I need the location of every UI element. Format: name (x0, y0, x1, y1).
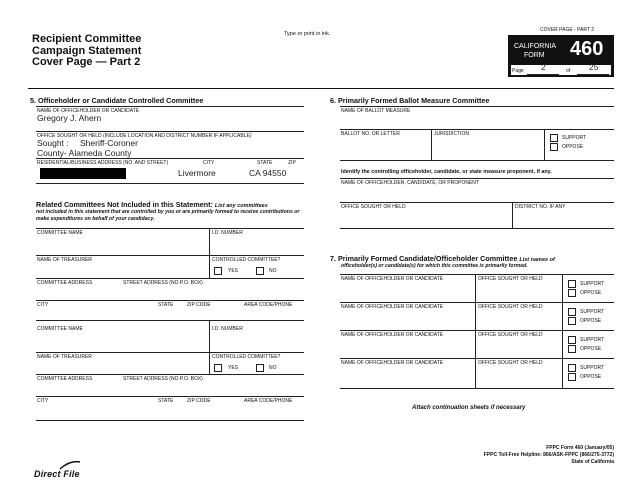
s7-oppose-checkbox-4[interactable] (568, 373, 576, 381)
of-label: of (566, 68, 571, 74)
s7-support-label-1: SUPPORT (580, 281, 605, 287)
footer-info (430, 445, 614, 466)
direct-file-logo: Direct File (34, 469, 80, 479)
zip-label-1: ZIP CODE (187, 302, 211, 308)
ballot-support-label: SUPPORT (562, 135, 587, 141)
form-number: 460 (570, 38, 604, 60)
related-heading-note: List any committees (214, 203, 268, 209)
page-label: Page (512, 68, 524, 74)
section7-heading (330, 254, 555, 263)
jurisdiction-label: JURISDICTION (434, 131, 469, 137)
ballot-no-label: BALLOT NO. OR LETTER (341, 131, 400, 137)
committee-address-label-1: COMMITTEE ADDRESS (37, 280, 93, 286)
city-value: Livermore (178, 168, 216, 178)
related-heading (36, 200, 268, 209)
header-rule (28, 88, 614, 89)
zip-label: ZIP (288, 160, 296, 166)
state-label-2: STATE (158, 398, 174, 404)
attach-note: Attach continuation sheets if necessary (412, 405, 526, 411)
street-address-label-1: STREET ADDRESS (NO P.O. BOX) (123, 280, 203, 286)
logo-swoosh-icon (58, 460, 82, 470)
s7-office-label-1: OFFICE SOUGHT OR HELD (478, 276, 543, 282)
district-label: DISTRICT NO. IF ANY (515, 204, 566, 210)
office-sought-label: OFFICE SOUGHT OR HELD (INCLUDE LOCATION AND DISTRICT NUMBER IF APPLICABLE) (37, 133, 252, 139)
yes-label-1: YES (228, 268, 239, 274)
office-sought-label-6: OFFICE SOUGHT OR HELD (341, 204, 406, 210)
section7-heading-text: 7. Primarily Formed Candidate/Officeholder Committee (330, 254, 518, 263)
city-label-2: CITY (37, 398, 49, 404)
committee-name-label-2: COMMITTEE NAME (37, 326, 83, 332)
s7-support-checkbox-1[interactable] (568, 280, 576, 288)
page-total: 25 (589, 62, 599, 72)
county-value: County- Alameda County (37, 148, 132, 158)
form-number-box (508, 35, 614, 77)
s7-support-label-4: SUPPORT (580, 365, 605, 371)
controlled-yes-checkbox-1[interactable] (214, 267, 222, 275)
footer-state: State of California (571, 459, 614, 465)
yes-label-2: YES (228, 365, 239, 371)
controlled-label-2: CONTROLLED COMMITTEE? (212, 354, 281, 360)
s7-office-label-2: OFFICE SOUGHT OR HELD (478, 304, 543, 310)
s7-oppose-label-4: OPPOSE (580, 374, 602, 380)
treasurer-label-1: NAME OF TREASURER (37, 257, 92, 263)
ballot-support-checkbox[interactable] (550, 134, 558, 142)
ballot-oppose-checkbox[interactable] (550, 143, 558, 151)
no-label-1: NO (269, 268, 277, 274)
related-heading-text: Related Committees Not Included in this Statement: (36, 200, 213, 209)
page-number: 2 (541, 62, 546, 72)
controlled-yes-checkbox-2[interactable] (214, 364, 222, 372)
controlled-label-1: CONTROLLED COMMITTEE? (212, 257, 281, 263)
s7-name-label-4: NAME OF OFFICEHOLDER OR CANDIDATE (341, 360, 444, 366)
committee-address-label-2: COMMITTEE ADDRESS (37, 376, 93, 382)
form-label-form: FORM (524, 52, 545, 59)
related-desc: not included in this statement that are controlled by you or are primarily formed to receive contributions or make expenditures on behalf of your candidacy. (36, 209, 300, 222)
cover-page-label: COVER PAGE - PART 2 (540, 27, 595, 33)
redacted-address (40, 168, 126, 179)
city-label-1: CITY (37, 302, 49, 308)
s7-oppose-label-1: OPPOSE (580, 290, 602, 296)
identify-text: Identify the controlling officeholder, candidate, or state measure proponent, if any. (341, 169, 552, 175)
treasurer-label-2: NAME OF TREASURER (37, 354, 92, 360)
s7-oppose-checkbox-2[interactable] (568, 317, 576, 325)
no-label-2: NO (269, 365, 277, 371)
page-indicator (511, 62, 611, 75)
section5-heading: 5. Officeholder or Candidate Controlled Committee (30, 96, 204, 105)
s7-oppose-checkbox-1[interactable] (568, 289, 576, 297)
controlled-no-checkbox-2[interactable] (256, 364, 264, 372)
ballot-measure-name-label: NAME OF BALLOT MEASURE (341, 108, 411, 114)
ballot-oppose-label: OPPOSE (562, 144, 584, 150)
s7-support-label-3: SUPPORT (580, 337, 605, 343)
officeholder-name-label: NAME OF OFFICEHOLDER OR CANDIDATE (37, 108, 140, 114)
controlled-no-checkbox-1[interactable] (256, 267, 264, 275)
address-label: RESIDENTIAL/BUSINESS ADDRESS (NO. AND STREET) (37, 160, 169, 166)
state-label: STATE (257, 160, 273, 166)
s7-name-label-1: NAME OF OFFICEHOLDER OR CANDIDATE (341, 276, 444, 282)
s7-oppose-label-3: OPPOSE (580, 346, 602, 352)
state-label-1: STATE (158, 302, 174, 308)
sought-label: Sought : (37, 138, 69, 148)
footer-form-id: FPPC Form 460 (January/05) (546, 445, 614, 451)
s7-oppose-checkbox-3[interactable] (568, 345, 576, 353)
sought-value: Sheriff-Coroner (80, 138, 138, 148)
committee-name-label-1: COMMITTEE NAME (37, 230, 83, 236)
zip-label-2: ZIP CODE (187, 398, 211, 404)
form-title (32, 34, 141, 69)
title-line-3: Cover Page — Part 2 (32, 56, 141, 68)
footer-helpline: FPPC Toll-Free Helpline: 866/ASK-FPPC (866/275-3772) (483, 452, 614, 458)
state-zip-value: CA 94550 (249, 168, 287, 178)
s7-oppose-label-2: OPPOSE (580, 318, 602, 324)
s7-support-checkbox-3[interactable] (568, 336, 576, 344)
id-number-label-1: I.D. NUMBER (212, 230, 243, 236)
id-number-label-2: I.D. NUMBER (212, 326, 243, 332)
s7-office-label-3: OFFICE SOUGHT OR HELD (478, 332, 543, 338)
phone-label-1: AREA CODE/PHONE (244, 302, 293, 308)
s7-name-label-3: NAME OF OFFICEHOLDER OR CANDIDATE (341, 332, 444, 338)
proponent-name-label: NAME OF OFFICEHOLDER, CANDIDATE, OR PROPONENT (341, 180, 479, 186)
title-line-2: Campaign Statement (32, 44, 142, 57)
title-line-1: Recipient Committee (32, 33, 142, 45)
city-label: CITY (203, 160, 215, 166)
type-note: Type or print in ink. (284, 31, 331, 37)
s7-support-checkbox-2[interactable] (568, 308, 576, 316)
street-address-label-2: STREET ADDRESS (NO P.O. BOX) (123, 376, 203, 382)
section7-desc: officeholder(s) or candidate(s) for which this committee is primarily formed. (341, 263, 528, 269)
form-label-ca: CALIFORNIA (514, 43, 557, 50)
s7-name-label-2: NAME OF OFFICEHOLDER OR CANDIDATE (341, 304, 444, 310)
s7-office-label-4: OFFICE SOUGHT OR HELD (478, 360, 543, 366)
phone-label-2: AREA CODE/PHONE (244, 398, 293, 404)
s7-support-checkbox-4[interactable] (568, 364, 576, 372)
section6-heading: 6. Primarily Formed Ballot Measure Committee (330, 96, 490, 105)
officeholder-name-value: Gregory J. Ahern (37, 113, 102, 123)
s7-support-label-2: SUPPORT (580, 309, 605, 315)
section7-heading-note: List names of (519, 257, 555, 263)
